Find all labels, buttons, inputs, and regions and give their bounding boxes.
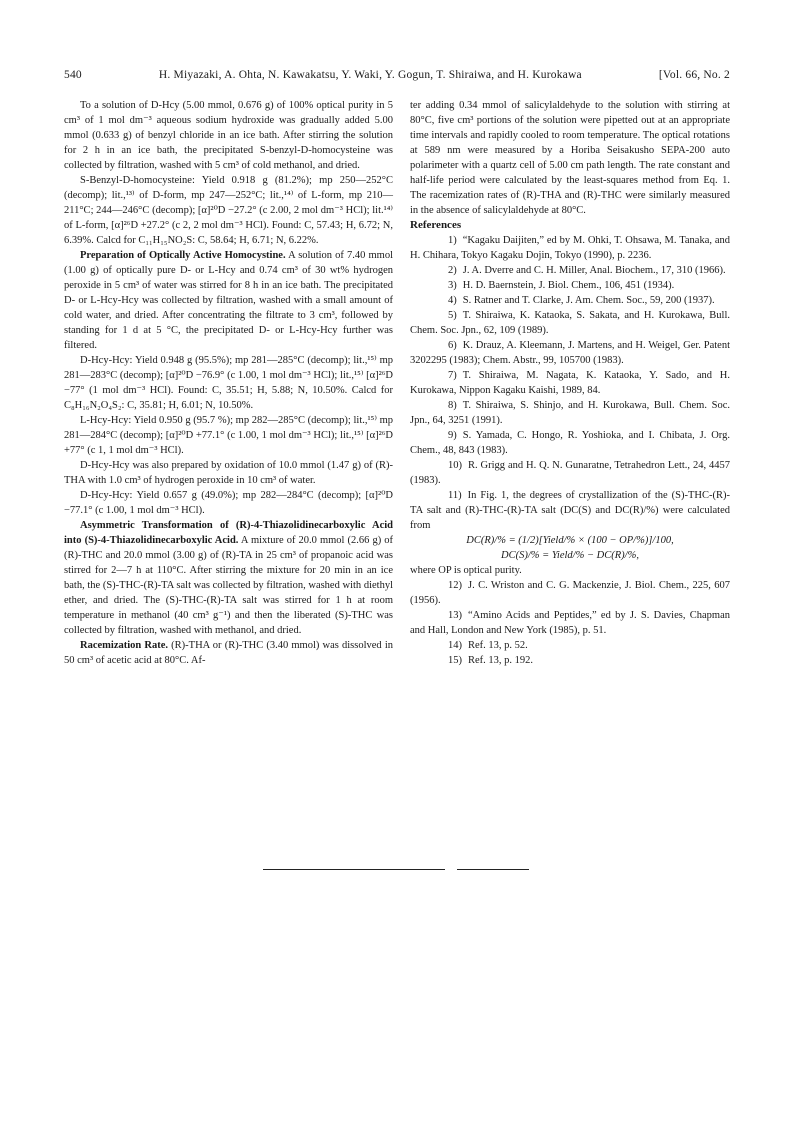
reference-item <box>410 368 730 398</box>
reference-text: Ref. 13, p. 52. <box>468 640 528 651</box>
paragraph-homocystine-preparation <box>64 248 393 353</box>
section-heading-asymmetric: Asymmetric Transformation of (R)-4-Thiazolidinecarboxylic Acid into (S)-4-Thiazolidinecarboxylic Acid. <box>64 520 393 546</box>
reference-number: 11) <box>448 490 462 501</box>
reference-number: 10) <box>448 460 462 471</box>
reference-text: T. Shiraiwa, S. Shinjo, and H. Kurokawa, Bull. Chem. Soc. Jpn., 64, 3251 (1991). <box>410 400 730 426</box>
left-column <box>64 98 393 668</box>
paragraph-racemization <box>64 638 393 668</box>
homocystine-text: A solution of 7.40 mmol (1.00 g) of optically pure D- or L-Hcy and 0.74 cm³ of 30 wt% hydrogen peroxide in 5 cm³ of water was stirred for 8 h in an ice bath. The precipitated D- or L-Hcy-Hcy was collected by filtration, washed with a small amount of cold water, and dried. After concentrating the filtrate to 3 cm³, followed by standing for 1 d at 5 °C, the precipitated D- or L-Hcy-Hcy further was filtered. <box>64 250 393 351</box>
reference-number: 13) <box>448 610 462 621</box>
reference-item <box>410 293 730 308</box>
reference-number: 7) <box>448 370 457 381</box>
reference-number: 6) <box>448 340 457 351</box>
journal-volume: [Vol. 66, No. 2 <box>658 69 730 81</box>
reference-item <box>410 233 730 263</box>
running-header <box>64 69 730 81</box>
reference-number: 15) <box>448 655 462 666</box>
equation-dc-s: DC(S)/% = Yield/% − DC(R)/%, <box>501 550 639 561</box>
reference-text: S. Ratner and T. Clarke, J. Am. Chem. Soc., 59, 200 (1937). <box>462 295 715 306</box>
author-list: H. Miyazaki, A. Ohta, N. Kawakatsu, Y. Waki, Y. Gogun, T. Shiraiwa, and H. Kurokawa <box>158 69 582 81</box>
paragraph-racemization-continued: ter adding 0.34 mmol of salicylaldehyde to the solution with stirring at 80°C, five cm³ portions of the solution were pipetted out at an appropriate time intervals and rapidly cooled to room temperature. The optical rotations at 589 nm were measured by a Horiba Seisakusho SEPA-200 auto polarimeter with a quartz cell of 5.00 cm path length. The rate constant and half-life period were calculated by the least-squares method from Eq. 1. The racemization rates of (R)-THA and (R)-THC were similarly measured in the absence of salicylaldehyde at 80°C. <box>410 100 730 216</box>
references-heading: References <box>410 219 462 231</box>
reference-item <box>410 398 730 428</box>
reference-item <box>410 428 730 458</box>
reference-number: 14) <box>448 640 462 651</box>
reference-number: 9) <box>448 430 457 441</box>
paragraph-d-hcy-hcy-data: D-Hcy-Hcy: Yield 0.948 g (95.5%); mp 281—285°C (decomp); lit.,¹⁵⁾ mp 281—283°C (decomp); [α]²⁰D −76.9° (c 1.00, 1 mol dm⁻³ HCl); lit.,¹⁵⁾ [α]²⁶D −77° (1 mol dm⁻³ HCl). Found: C, 35.51; H, 5.88; N, 10.50%. Calcd for C₈H₁₆N₂O₄S₂: C, 35.81; H, 6.01; N, 10.50%. <box>64 355 393 411</box>
reference-number: 8) <box>448 400 457 411</box>
page-number: 540 <box>64 69 82 81</box>
reference-text: J. A. Dverre and C. H. Miller, Anal. Biochem., 17, 310 (1966). <box>462 265 726 276</box>
reference-item <box>410 578 730 608</box>
asymmetric-text: A mixture of 20.0 mmol (2.66 g) of (R)-THC and 20.0 mmol (3.00 g) of (R)-TA in 25 cm³ of propanoic acid was stirred for 2—7 h at 110°C. After stirring the mixture for 20 min in an ice bath, the (S)-THC-(R)-TA salt was collected by filtration, washed with diethyl ether, and dried. The (S)-THC-(R)-TA salt was stirred for 1 h at room temperature in methanol (40 cm³ g⁻¹) and then the liberated (S)-THC was collected by filtration, washed with methanol, and dried. <box>64 535 393 636</box>
reference-text: T. Shiraiwa, M. Nagata, K. Kataoka, Y. Sado, and H. Kurokawa, Nippon Kagaku Kaishi, 1989, 84. <box>410 370 730 396</box>
section-heading-racemization: Racemization Rate. <box>80 640 168 651</box>
reference-number: 4) <box>448 295 457 306</box>
section-heading-homocystine: Preparation of Optically Active Homocystine. <box>80 250 286 261</box>
reference-number: 2) <box>448 265 457 276</box>
reference-text: H. D. Baernstein, J. Biol. Chem., 106, 451 (1934). <box>462 280 675 291</box>
racemization-text: (R)-THA or (R)-THC (3.40 mmol) was dissolved in 50 cm³ of acetic acid at 80°C. Af- <box>64 640 393 666</box>
reference-text: “Amino Acids and Peptides,” ed by J. S. Davies, Chapman and Hall, London and New York (1985), p. 51. <box>410 610 730 636</box>
reference-item <box>410 638 730 653</box>
end-rule-short <box>457 869 529 870</box>
reference-number: 5) <box>448 310 457 321</box>
paragraph-oxidation: D-Hcy-Hcy was also prepared by oxidation of 10.0 mmol (1.47 g) of (R)-THA with 1.0 cm³ of hydrogen peroxide in 10 cm³ of water. <box>64 460 393 486</box>
reference-text: Ref. 13, p. 192. <box>468 655 534 666</box>
paragraph-benzyl-homocysteine-data: S-Benzyl-D-homocysteine: Yield 0.918 g (81.2%); mp 250—252°C (decomp); lit.,¹³⁾ of D-form, mp 247—252°C; lit.,¹⁴⁾ of L-form, mp 210—211°C; 244—246°C (decomp); [α]²⁰D −27.2° (c 2.00, 2 mol dm⁻³ HCl); lit.¹⁴⁾ of L-form, [α]²⁶D +27.2° (c 2, 2 mol dm⁻³ HCl). Found: C, 57.43; H, 6.72; N, 6.39%. Calcd for C₁₁H₁₅NO₂S: C, 58.64; H, 6.71; N, 6.22%. <box>64 175 393 246</box>
reference-item <box>410 308 730 338</box>
reference-number: 3) <box>448 280 457 291</box>
reference-text: J. C. Wriston and C. G. Mackenzie, J. Biol. Chem., 225, 607 (1956). <box>410 580 730 606</box>
reference-text: K. Drauz, A. Kleemann, J. Martens, and H. Weigel, Ger. Patent 3202295 (1983); Chem. Abstr., 99, 105700 (1983). <box>410 340 730 366</box>
reference-item <box>410 608 730 638</box>
paragraph-d-hcy-hcy-yield: D-Hcy-Hcy: Yield 0.657 g (49.0%); mp 282—284°C (decomp); [α]²⁰D −77.1° (c 1.00, 1 mol dm⁻³ HCl). <box>64 490 393 516</box>
reference-text: S. Yamada, C. Hongo, R. Yoshioka, and I. Chibata, J. Org. Chem., 48, 843 (1983). <box>410 430 730 456</box>
reference-text: “Kagaku Daijiten,” ed by M. Ohki, T. Ohsawa, M. Tanaka, and H. Chihara, Tokyo Kagaku Dojin, Tokyo (1990), p. 2236. <box>410 235 730 261</box>
reference-item <box>410 458 730 488</box>
right-column <box>410 98 730 668</box>
reference-item <box>410 278 730 293</box>
paragraph-l-hcy-hcy-data: L-Hcy-Hcy: Yield 0.950 g (95.7 %); mp 282—285°C (decomp); lit.,¹⁵⁾ mp 281—284°C (decomp); [α]²⁰D +77.1° (c 1.00, 1 mol dm⁻³ HCl); lit.,¹⁵⁾ [α]²⁶D +77° (c 1, 1 mol dm⁻³ HCl). <box>64 415 393 456</box>
end-rule-long <box>263 869 445 870</box>
reference-number: 12) <box>448 580 462 591</box>
reference-item <box>410 653 730 668</box>
reference-text: T. Shiraiwa, K. Kataoka, S. Sakata, and H. Kurokawa, Bull. Chem. Soc. Jpn., 62, 109 (1989). <box>410 310 730 336</box>
reference-text: R. Grigg and H. Q. N. Gunaratne, Tetrahedron Lett., 24, 4457 (1983). <box>410 460 730 486</box>
paragraph-asymmetric-transformation <box>64 518 393 638</box>
reference-item <box>410 488 730 533</box>
reference-list-continued <box>410 578 730 668</box>
reference-list <box>410 233 730 533</box>
paragraph-benzylation: To a solution of D-Hcy (5.00 mmol, 0.676 g) of 100% optical purity in 5 cm³ of 1 mol dm⁻³ aqueous sodium hydroxide was gradually added 5.00 mmol (0.633 g) of benzyl chloride in an ice bath. After stirring the solution for 2 h in an ice bath, the precipitated S-benzyl-D-homocysteine was collected by filtration, washed with 5 cm³ of cold methanol, and dried. <box>64 100 393 171</box>
reference-item <box>410 263 730 278</box>
reference-text: In Fig. 1, the degrees of crystallization of the (S)-THC-(R)-TA salt and (R)-THC-(R)-TA salt (DC(S) and DC(R)/%) were calculated from <box>410 490 730 531</box>
end-rule <box>263 869 529 870</box>
equation-dc-r: DC(R)/% = (1/2)[Yield/% × (100 − OP/%)]/100, <box>466 535 674 546</box>
reference-item <box>410 338 730 368</box>
reference-number: 1) <box>448 235 457 246</box>
equation-note: where OP is optical purity. <box>410 565 522 576</box>
